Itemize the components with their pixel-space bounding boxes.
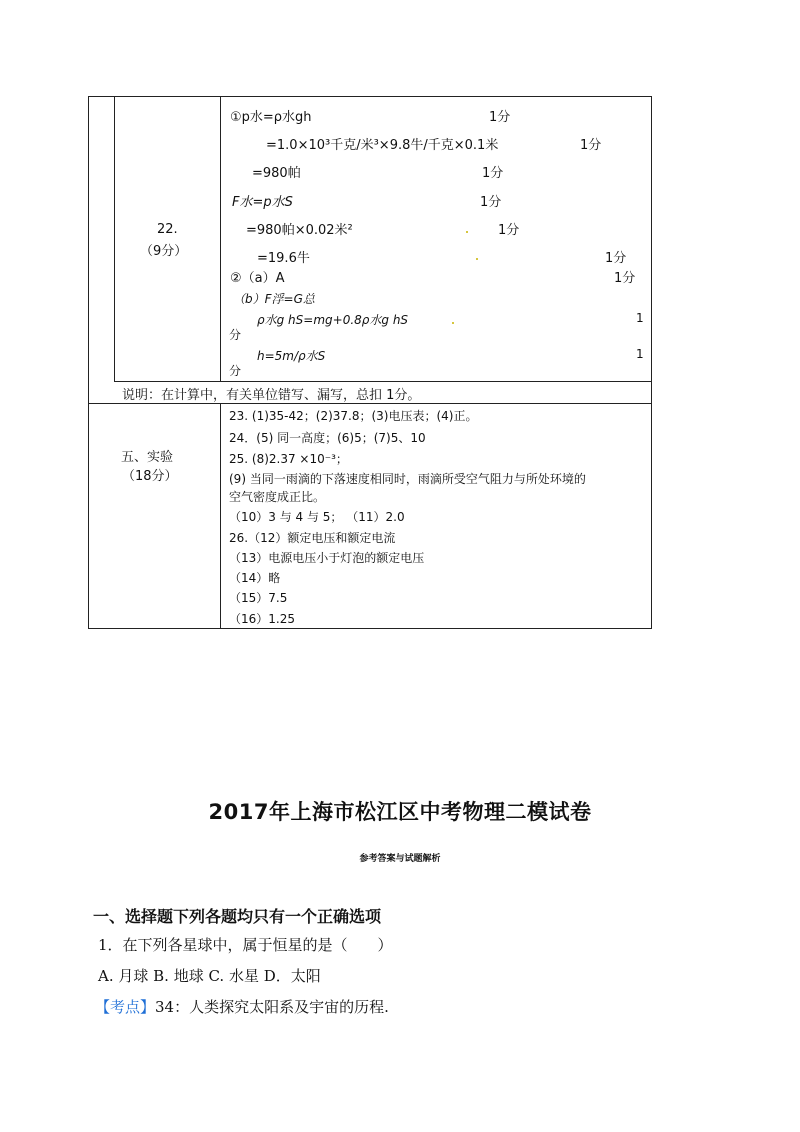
score: 1分 bbox=[580, 138, 602, 153]
score: 1分 bbox=[482, 166, 504, 181]
calc-line: h=5m/ρ水S bbox=[257, 349, 326, 363]
question-number: 22. bbox=[157, 222, 178, 237]
question-points: （9分） bbox=[140, 244, 188, 259]
answer-line: （13）电源电压小于灯泡的额定电压 bbox=[229, 551, 425, 565]
answer-line: 23. (1)35-42；(2)37.8；(3)电压表；(4)正。 bbox=[229, 409, 478, 423]
kaodian-text: 34：人类探究太阳系及宇宙的历程. bbox=[155, 998, 389, 1016]
stray-mark bbox=[466, 231, 468, 233]
calc-line: ②（a）A bbox=[230, 271, 285, 286]
kaodian-line bbox=[95, 996, 389, 1017]
section-label: 五、实验 bbox=[121, 450, 174, 465]
answer-line: 24．(5) 同一高度；(6)5；(7)5、10 bbox=[229, 431, 426, 445]
calc-line: ①p水=ρ水gh bbox=[230, 110, 312, 125]
calc-line: =980帕×0.02米² bbox=[246, 223, 353, 238]
score: 1分 bbox=[605, 251, 627, 266]
answer-line: 26.（12）额定电压和额定电流 bbox=[229, 531, 396, 545]
answer-line: (9) 当同一雨滴的下落速度相同时，雨滴所受空气阻力与所处环境的 bbox=[229, 472, 586, 486]
stray-mark bbox=[476, 258, 478, 260]
grading-note: 说明：在计算中，有关单位错写、漏写，总扣 1分。 bbox=[122, 388, 421, 403]
page-subtitle: 参考答案与试题解析 bbox=[359, 854, 441, 864]
calc-line: （b）F浮=G总 bbox=[233, 292, 315, 306]
section-points: （18分） bbox=[122, 469, 178, 484]
question-text: 1．在下列各星球中，属于恒星的是（ ） bbox=[98, 936, 393, 954]
calc-line: =19.6牛 bbox=[257, 251, 310, 266]
answer-line: （15）7.5 bbox=[229, 591, 288, 605]
score: 1 bbox=[636, 311, 644, 325]
answer-line: （14）略 bbox=[229, 571, 281, 585]
stray-mark bbox=[452, 322, 454, 324]
calc-line: =1.0×10³千克/米³×9.8牛/千克×0.1米 bbox=[266, 138, 499, 153]
score-unit: 分 bbox=[229, 328, 242, 342]
page-title: 2017年上海市松江区中考物理二模试卷 bbox=[208, 800, 592, 824]
score: 1 bbox=[636, 347, 644, 361]
answer-line: 25. (8)2.37 ×10⁻³； bbox=[229, 452, 348, 466]
calc-line: F水=p水S bbox=[232, 195, 293, 210]
score: 1分 bbox=[498, 223, 520, 238]
score-unit: 分 bbox=[229, 364, 242, 378]
score: 1分 bbox=[480, 195, 502, 210]
answer-line: 空气密度成正比。 bbox=[229, 490, 326, 504]
calc-line: ρ水g hS=mg+0.8ρ水g hS bbox=[257, 313, 409, 327]
answer-line: （16）1.25 bbox=[229, 612, 295, 626]
question-options: A. 月球 B. 地球 C. 水星 D．太阳 bbox=[98, 967, 321, 985]
kaodian-label: 【考点】 bbox=[95, 998, 156, 1016]
section-heading: 一、选择题下列各题均只有一个正确选项 bbox=[93, 907, 382, 926]
answer-line: （10）3 与 4 与 5； （11）2.0 bbox=[229, 510, 405, 524]
calc-line: =980帕 bbox=[252, 166, 301, 181]
score: 1分 bbox=[489, 110, 511, 125]
score: 1分 bbox=[614, 271, 636, 286]
